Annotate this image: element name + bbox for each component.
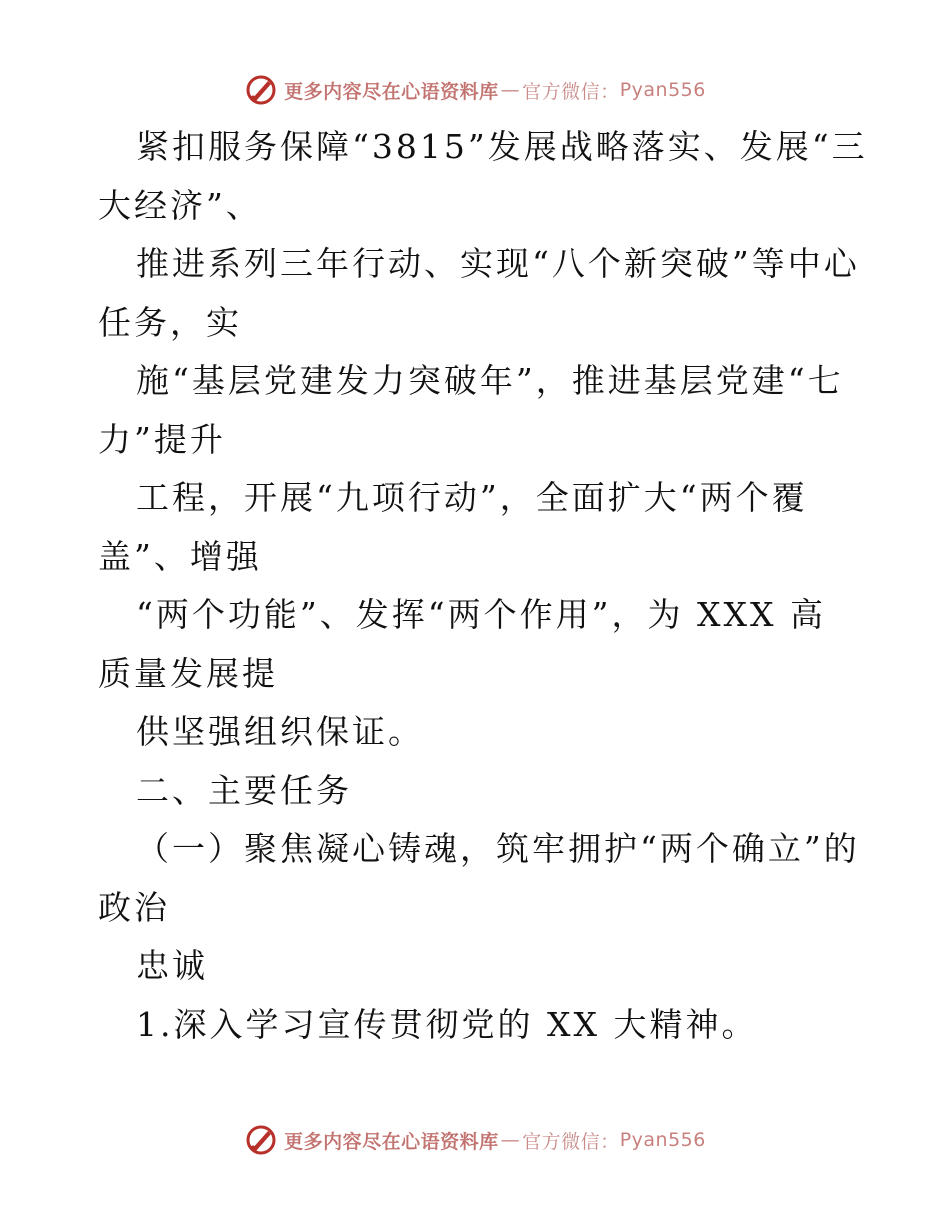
document-body [98,118,868,1054]
text-line: 质量发展提 [98,653,278,693]
watermark-wechat-id: Pyan556 [619,79,706,101]
section-heading: 二、主要任务 [136,770,352,810]
subsection-heading: （一）聚焦凝心铸魂，筑牢拥护“两个确立”的 [136,829,860,868]
text-line: 施“基层党建发力突破年”，推进基层党建“七 [136,361,844,400]
watermark-wechat-id: Pyan556 [619,1129,706,1151]
text-line: 任务，实 [98,302,242,342]
watermark-dash: — [500,79,521,101]
text-line: “两个功能”、发挥“两个作用”，为 XXX 高 [136,595,826,634]
watermark-main-text: 更多内容尽在心语资料库 [284,1130,499,1153]
footer-watermark [0,1120,950,1160]
list-item: 1.深入学习宣传贯彻党的 XX 大精神。 [136,1004,758,1044]
text-line: 忠诚 [136,946,208,985]
text-line: 推进系列三年行动、实现“八个新突破”等中心 [136,244,860,283]
watermark-main-text: 更多内容尽在心语资料库 [284,80,499,103]
watermark-sub-text: 官方微信： [522,1130,620,1153]
watermark-sub-text: 官方微信： [522,80,620,103]
text-line: 大经济”、 [98,185,262,225]
brush-logo-icon [244,73,278,107]
text-line: 力”提升 [98,419,226,459]
text-line: 政治 [98,887,170,927]
text-line: 工程，开展“九项行动”，全面扩大“两个覆 [136,478,808,517]
text-line: 紧扣服务保障“3815”发展战略落实、发展“三 [136,127,868,166]
brush-logo-icon [244,1123,278,1157]
text-line: 供坚强组织保证。 [136,712,424,751]
watermark-dash: — [500,1129,521,1151]
header-watermark [0,70,950,110]
text-line: 盖”、增强 [98,536,262,576]
